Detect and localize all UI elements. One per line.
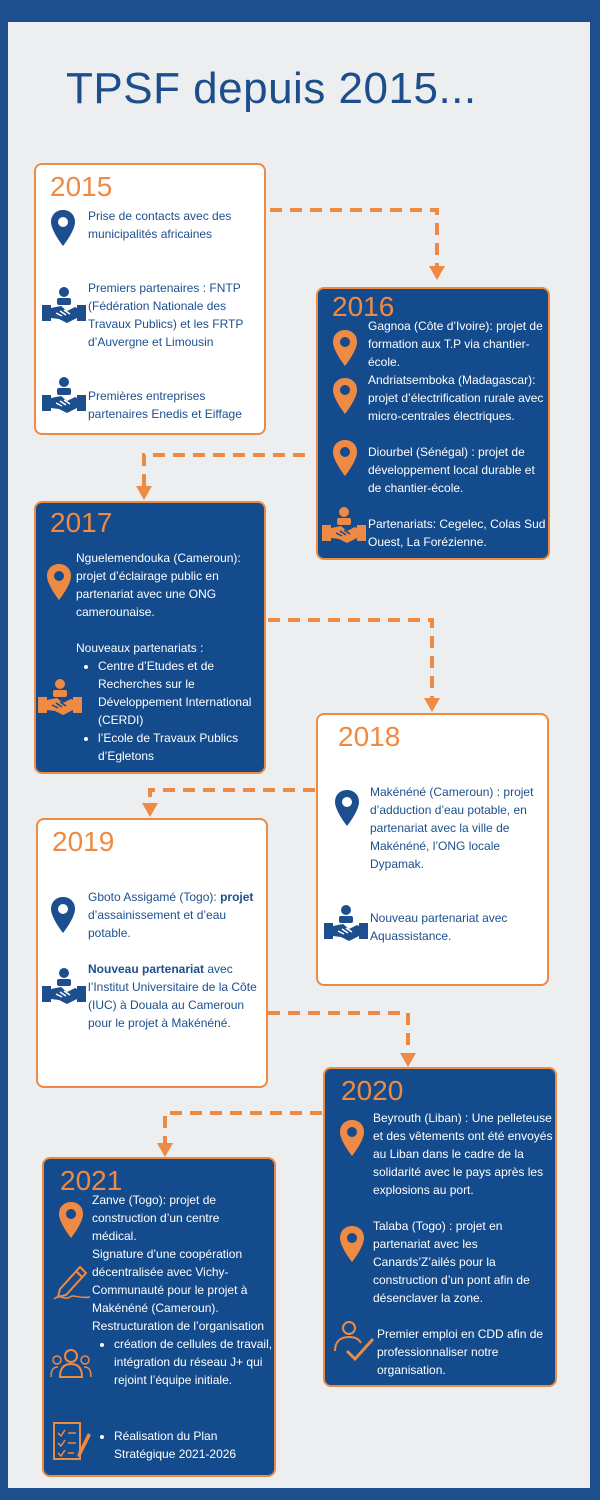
team-icon (50, 1347, 92, 1379)
item-text: Signature d’une coopération décentralisée avec Vichy-Communauté pour le projet à Makénéné (Cameroun). (92, 1247, 248, 1315)
location-pin-icon (58, 1201, 84, 1239)
year-box-2020 (323, 1067, 557, 1387)
bullet-item: • Centre d’Etudes et de Recherches sur le Développement International (CERDI) (98, 657, 264, 729)
employee-check-icon (331, 1319, 375, 1363)
item-text-bold: Nouveau partenariat (88, 962, 205, 976)
year-label: 2019 (52, 826, 115, 857)
bullet-item: • création de cellules de travail, intégration du réseau J+ qui rejoint l’équipe initiale. (114, 1335, 278, 1389)
year-box-2017 (34, 501, 266, 774)
handshake-icon (324, 903, 368, 943)
item-text: Prise de contacts avec des municipalités africaines (88, 209, 232, 241)
item-text: Premiers partenaires : FNTP (Fédération Nationale des Travaux Publics) et les FRTP d’Auvergne et Limousin (88, 281, 244, 349)
year-label: 2017 (50, 507, 113, 538)
year-box-2015 (34, 163, 266, 435)
location-pin-icon (46, 563, 72, 601)
item-text-part: Gboto Assigamé (Togo): (88, 890, 221, 904)
item-text: Diourbel (Sénégal) : projet de développement local durable et de chantier-école. (368, 445, 535, 495)
handshake-icon (42, 966, 86, 1006)
location-pin-icon (50, 896, 76, 934)
bullet-item: • Réalisation du Plan Stratégique 2021-2026 (114, 1427, 278, 1463)
item-text: Premières entreprises partenaires Enedis et Eiffage (88, 389, 242, 421)
item-text: Nouveau partenariat avec Aquassistance. (370, 911, 508, 943)
year-label: 2020 (341, 1075, 404, 1106)
bullet-list (92, 1335, 278, 1389)
location-pin-icon (339, 1225, 365, 1263)
year-label: 2015 (50, 171, 113, 202)
item-text-part: d’assainissement et d’eau potable. (88, 908, 227, 940)
location-pin-icon (332, 439, 358, 477)
item-text-bold: projet (220, 890, 254, 904)
location-pin-icon (339, 1119, 365, 1157)
item-text (88, 888, 268, 942)
item-text: Talaba (Togo) : projet en partenariat avec les Canards’Z’ailés pour la construction d’un pont afin de désenclaver la zone. (373, 1219, 530, 1305)
item-text: Makénéné (Cameroun) : projet d’adduction d’eau potable, en partenariat avec la ville de Makénéné, l’ONG locale Dypamak. (370, 785, 534, 871)
item-partnerships (76, 639, 264, 765)
item-text (88, 960, 258, 1032)
location-pin-icon (50, 209, 76, 247)
handshake-icon (322, 505, 366, 545)
year-label: 2021 (60, 1165, 123, 1196)
handshake-icon (42, 375, 86, 415)
checklist-pen-icon (52, 1419, 92, 1463)
year-label: 2016 (332, 291, 395, 322)
pen-signature-icon (52, 1261, 92, 1301)
location-pin-icon (334, 789, 360, 827)
item-heading: Restructuration de l’organisation (92, 1319, 265, 1333)
year-box-2016 (316, 287, 550, 560)
item-restructuring (92, 1317, 278, 1389)
item-text: Beyrouth (Liban) : Une pelleteuse et des vêtements ont été envoyés au Liban dans le cadre de la solidarité avec le pays après les explosions au port. (373, 1111, 553, 1197)
year-label: 2018 (338, 721, 401, 752)
item-heading: Nouveaux partenariats : (76, 641, 204, 655)
location-pin-icon (332, 377, 358, 415)
year-box-2021 (42, 1157, 276, 1477)
item-text: Partenariats: Cegelec, Colas Sud Ouest, La Forézienne. (368, 517, 546, 549)
page-title: TPSF depuis 2015... (66, 64, 477, 113)
item-text-part: avec l’Institut Universitaire de la Côte (IUC) à Douala au Cameroun pour le projet à Makénéné. (88, 962, 257, 1030)
year-box-2019 (36, 818, 268, 1088)
bullet-list (76, 657, 264, 765)
item-text: Nguelemendouka (Cameroun): projet d’éclairage public en partenariat avec une ONG camerounaise. (76, 551, 241, 619)
bullet-list (92, 1427, 278, 1463)
item-text: Gagnoa (Côte d’Ivoire): projet de formation aux T.P via chantier-école. (368, 319, 543, 369)
item-plan (92, 1427, 278, 1463)
item-text: Zanve (Togo): projet de construction d’un centre médical. (92, 1193, 220, 1243)
item-text: Premier emploi en CDD afin de professionnaliser notre organisation. (377, 1327, 544, 1377)
year-box-2018 (316, 713, 549, 986)
item-text: Andriatsemboka (Madagascar): projet d’électrification rurale avec micro-centrales électriques. (368, 373, 544, 423)
bullet-item: • l’Ecole de Travaux Publics d’Egletons (98, 729, 264, 765)
location-pin-icon (332, 329, 358, 367)
handshake-icon (42, 285, 86, 325)
